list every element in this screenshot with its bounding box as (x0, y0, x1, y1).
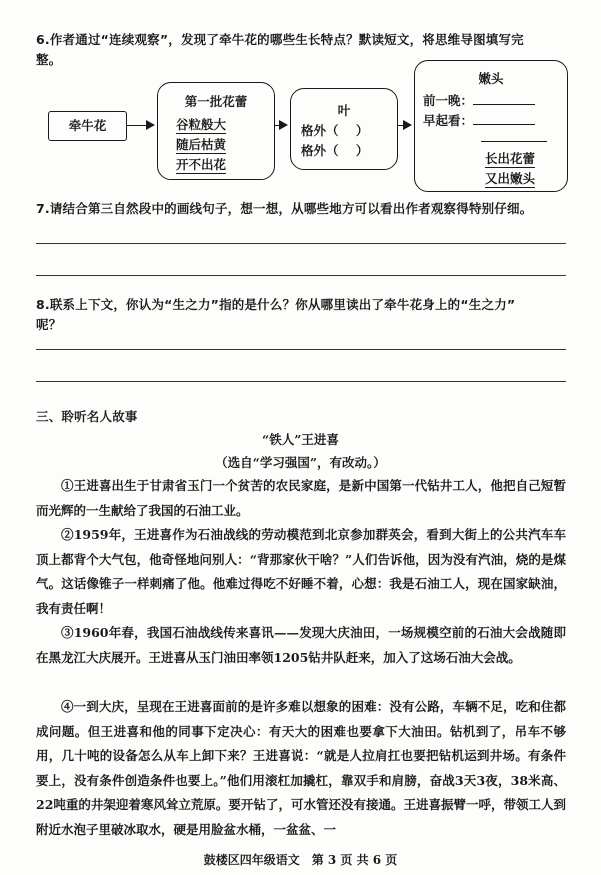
mindmap-arrowhead-2 (279, 120, 288, 130)
mindmap-box3-night-blank (473, 92, 535, 105)
mindmap-box1-line1: 谷粒般大 (176, 117, 227, 132)
mindmap-box2-line1: 格外（ ） (301, 123, 369, 138)
answer-line-q7-1[interactable] (36, 243, 566, 244)
story-source: （选自“学习强国”，有改动。） (215, 455, 386, 470)
page-footer: 鼓楼区四年级语文 第 3 页 共 6 页 (203, 853, 398, 867)
mindmap-box-tips (414, 60, 568, 192)
story-paragraph-2: ②1959年，王进喜作为石油战线的劳动模范到北京参加群英会，看到大街上的公共汽车车顶上都背个大气包，他奇怪地问别人：“背那家伙干啥？”人们告诉他，因为没有汽油，烧的是煤气。这话像锥子一样刺痛了他。他难过得吃不好睡不着，心想：我是石油工人，现在国家缺油，我有责任啊！ (36, 527, 566, 616)
section-3-heading: 三、聆听名人故事 (36, 409, 138, 424)
story-title: “铁人”王进喜 (262, 432, 339, 447)
mindmap-box3-title: 嫩头 (478, 71, 504, 86)
answer-line-q8-2[interactable] (36, 381, 566, 382)
mindmap-root (48, 111, 127, 141)
mindmap-box3-morning-blank (473, 112, 535, 125)
mindmap-box3-morning-label: 早起看： (423, 113, 474, 128)
question-6-line2: 整。 (36, 52, 62, 67)
mindmap-box3-extra-blank (481, 141, 547, 142)
question-7: 7.请结合第三自然段中的画线句子，想一想，从哪些地方可以看出作者观察得特别仔细。 (36, 201, 533, 216)
mindmap-box3-bottom1: 长出花蕾 (485, 151, 536, 166)
mindmap-box3-bottom2: 又出嫩头 (485, 171, 536, 186)
story-paragraph-3: ③1960年春，我国石油战线传来喜讯——发现大庆油田，一场规模空前的石油大会战随即在黑龙江大庆展开。王进喜从玉门油田率领1205钻井队赶来，加入了这场石油大会战。 (36, 625, 566, 665)
mindmap-box2-line2: 格外（ ） (301, 143, 369, 158)
mindmap-box-first-buds (157, 82, 275, 180)
mindmap-box1-title: 第一批花蕾 (184, 94, 248, 109)
question-8 (36, 295, 581, 335)
question-6-line1: 6.作者通过“连续观察”，发现了牵牛花的哪些生长特点？默读短文，将思维导图填写完 (36, 32, 524, 47)
mindmap-arrowhead-3 (403, 120, 412, 130)
mindmap-root-label: 牵牛花 (68, 118, 107, 133)
mindmap-box3-night-label: 前一晚： (423, 93, 474, 108)
mindmap-box1-line2: 随后枯黄 (176, 137, 227, 152)
question-8-line1: 8.联系上下文，你认为“生之力”指的是什么？你从哪里读出了牵牛花身上的“生之力” (36, 297, 516, 312)
answer-line-q8-1[interactable] (36, 349, 566, 350)
story-paragraph-4: ④一到大庆，呈现在王进喜面前的是许多难以想象的困难：没有公路，车辆不足，吃和住都成问题。但王进喜和他的同事下定决心：有天大的困难也要拿下大油田。钻机到了，吊车不够用，几十吨的设备怎么从车上卸下来？王进喜说：“就是人拉肩扛也要把钻机运到井场。有条件要上，没有条件创造条件也要上。”他们用滚杠加撬杠，靠双手和肩膀，奋战3天3夜，38米高、22吨重的井架迎着寒风耸立荒原。要开钻了，可水管还没有接通。王进喜振臂一呼，带领工人到附近水泡子里破冰取水，硬是用脸盆水桶，一盆盆、一 (36, 699, 566, 837)
mindmap-arrow-1 (126, 125, 148, 126)
question-8-line2: 呢？ (36, 317, 62, 332)
mindmap-box2-title: 叶 (337, 103, 351, 118)
mindmap-box1-line3: 开不出花 (176, 157, 227, 172)
story-paragraph-1: ①王进喜出生于甘肃省玉门一个贫苦的农民家庭，是新中国第一代钻井工人，他把自己短暂而光辉的一生献给了我国的石油工业。 (36, 478, 566, 518)
mindmap-arrowhead-1 (146, 120, 155, 130)
answer-line-q7-2[interactable] (36, 275, 566, 276)
mindmap-box-leaves (290, 88, 398, 170)
